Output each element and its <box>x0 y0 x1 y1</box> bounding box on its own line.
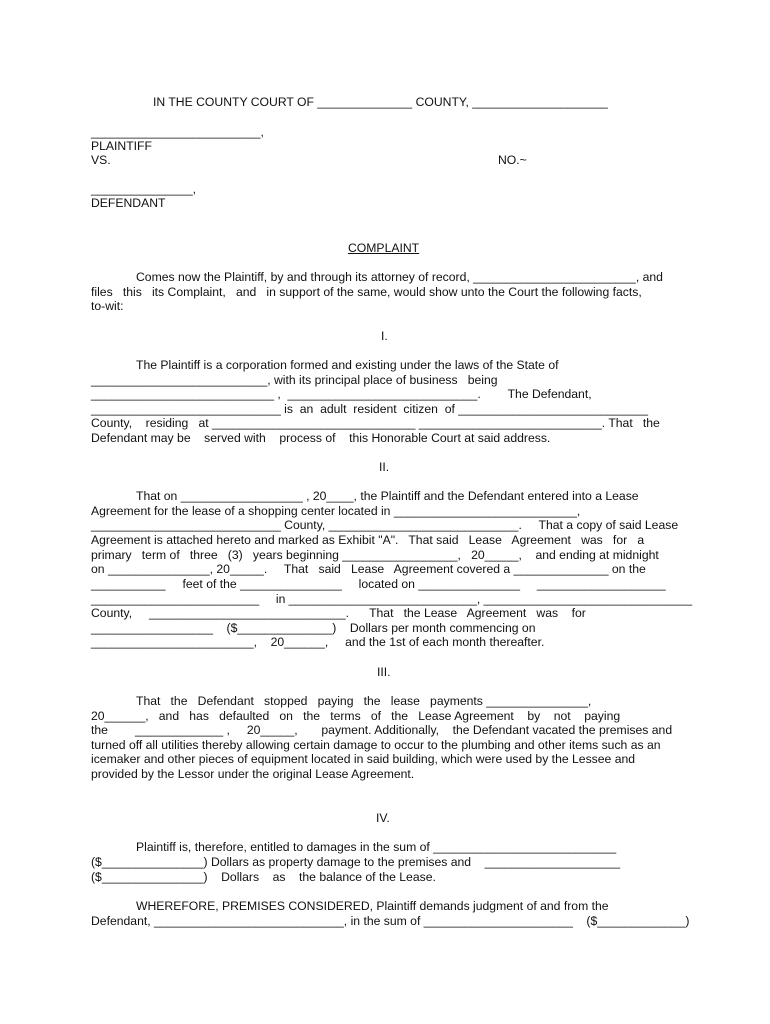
section-3-line: That the Defendant stopped paying the lease payments _______________, <box>136 694 592 708</box>
section-4-line: ($_______________) Dollars as property damage to the premises and ____________________ <box>91 855 621 869</box>
section-2-line: primary term of three (3) years beginning _________________, 20_____, and ending at midnight <box>91 548 659 562</box>
section-4-numeral: IV. <box>376 811 390 825</box>
section-3-line: turned off all utilities thereby allowing certain damage to occur to the plumbing and other items such as an <box>91 738 661 752</box>
section-1-line: County, residing at ______________________________ ___________________________. That the <box>91 416 660 430</box>
section-4-line: Plaintiff is, therefore, entitled to damages in the sum of ___________________________ <box>136 840 617 854</box>
section-3-line: the _____________ , 20_____, payment. Additionally, the Defendant vacated the premises and <box>91 723 673 737</box>
section-2-numeral: II. <box>379 460 390 474</box>
section-2-line: Agreement is attached hereto and marked as Exhibit "A". That said Lease Agreement was for a <box>91 533 645 547</box>
section-2-line: on _______________, 20_____. That said Lease Agreement covered a ______________ on the <box>91 562 646 576</box>
plaintiff-name-blank: _________________________, <box>91 125 264 139</box>
defendant-name-blank: _______________, <box>91 182 197 196</box>
court-heading: IN THE COUNTY COURT OF ______________ COUNTY, ____________________ <box>153 95 608 109</box>
section-1-line: Defendant may be served with process of this Honorable Court at said address. <box>91 431 551 445</box>
section-2-line: _________________________ in ____________________________, _______________________________ <box>91 592 693 606</box>
intro-line-1: Comes now the Plaintiff, by and through its attorney of record, ________________________, and <box>136 270 663 284</box>
section-3-line: provided by the Lessor under the original Lease Agreement. <box>91 767 415 781</box>
case-number-label: NO.~ <box>498 153 527 167</box>
section-1-numeral: I. <box>381 329 388 343</box>
wherefore-line-1: WHEREFORE, PREMISES CONSIDERED, Plaintiff demands judgment of and from the <box>136 899 609 913</box>
defendant-label: DEFENDANT <box>91 196 166 210</box>
section-3-numeral: III. <box>377 665 391 679</box>
section-1-line: __________________________, with its principal place of business being <box>91 373 498 387</box>
intro-line-3: to-wit: <box>91 299 124 313</box>
wherefore-line-2: Defendant, ____________________________, in the sum of ______________________ ($_____________) <box>91 914 690 928</box>
versus-label: VS. <box>91 153 111 167</box>
plaintiff-label: PLAINTIFF <box>91 139 152 153</box>
section-4-line: ($_______________) Dollars as the balance of the Lease. <box>91 870 436 884</box>
section-2-line: Agreement for the lease of a shopping center located in ___________________________, <box>91 504 581 518</box>
section-2-line: ___________ feet of the _______________ located on _______________ ___________________ <box>91 577 666 591</box>
section-2-line: ________________________, 20______, and the 1st of each month thereafter. <box>91 635 545 649</box>
section-2-line: That on __________________ , 20____, the Plaintiff and the Defendant entered into a Lease <box>136 489 639 503</box>
section-2-line: __________________ ($______________) Dollars per month commencing on <box>91 621 536 635</box>
section-2-line: ____________________________ County, ____________________________. That a copy of said Lease <box>91 518 679 532</box>
section-2-line: County, _____________________________. That the Lease Agreement was for <box>91 606 586 620</box>
section-1-line: The Plaintiff is a corporation formed and existing under the laws of the State of <box>136 358 559 372</box>
section-1-line: ___________________________ , ____________________________. The Defendant, <box>91 387 592 401</box>
section-1-line: ____________________________ is an adult resident citizen of ____________________________ <box>91 402 649 416</box>
section-3-line: 20______, and has defaulted on the terms of the Lease Agreement by not paying <box>91 709 621 723</box>
section-3-line: icemaker and other pieces of equipment located in said building, which were used by the Lessee and <box>91 752 636 766</box>
document-title: COMPLAINT <box>348 241 420 255</box>
intro-line-2: files this its Complaint, and in support of the same, would show unto the Court the following facts, <box>91 285 642 299</box>
